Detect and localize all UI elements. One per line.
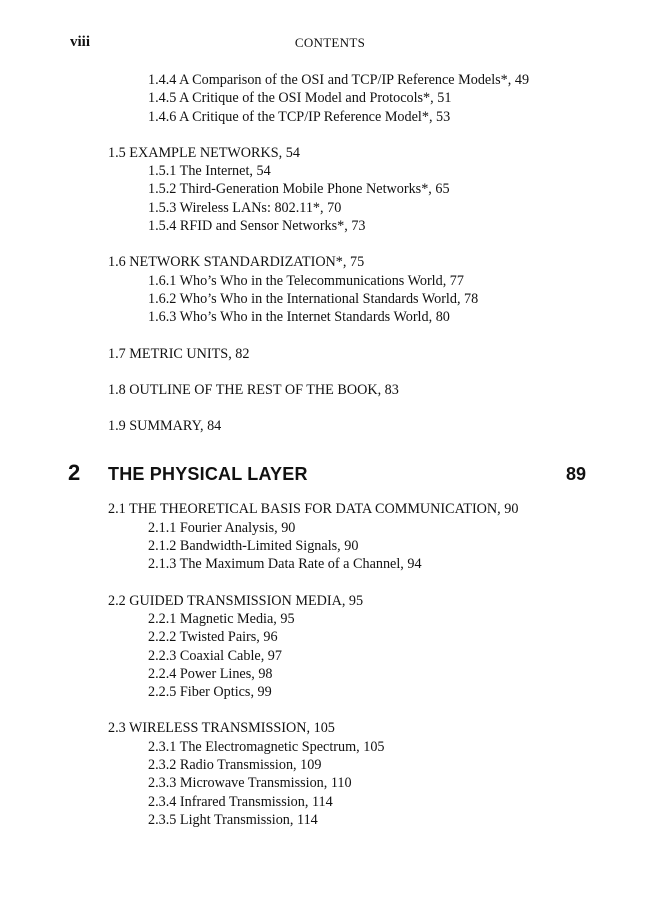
running-title: CONTENTS bbox=[294, 35, 366, 50]
toc-subsection-1-5-3: 1.5.3 Wireless LANs: 802.11*, 70 bbox=[148, 199, 342, 216]
chapter-number: 2 bbox=[68, 460, 81, 486]
chapter-title: THE PHYSICAL LAYER bbox=[108, 464, 308, 485]
toc-subsection-2-3-2: 2.3.2 Radio Transmission, 109 bbox=[148, 757, 322, 774]
toc-subsection-1-5-2: 1.5.2 Third-Generation Mobile Phone Networks*, 65 bbox=[148, 181, 450, 198]
toc-section-2-3: 2.3 WIRELESS TRANSMISSION, 105 bbox=[108, 720, 335, 737]
toc-section-1-8: 1.8 OUTLINE OF THE REST OF THE BOOK, 83 bbox=[108, 381, 399, 398]
page-number: viii bbox=[70, 34, 91, 50]
toc-section-1-6: 1.6 NETWORK STANDARDIZATION*, 75 bbox=[108, 254, 365, 271]
toc-section-2-2: 2.2 GUIDED TRANSMISSION MEDIA, 95 bbox=[108, 592, 364, 609]
toc-subsection-2-2-3: 2.2.3 Coaxial Cable, 97 bbox=[148, 647, 282, 664]
toc-subsection-2-2-5: 2.2.5 Fiber Optics, 99 bbox=[148, 684, 272, 701]
toc-subsection-2-2-2: 2.2.2 Twisted Pairs, 96 bbox=[148, 629, 278, 646]
toc-subsection-1-5-4: 1.5.4 RFID and Sensor Networks*, 73 bbox=[148, 218, 366, 235]
toc-section-1-7: 1.7 METRIC UNITS, 82 bbox=[108, 345, 250, 362]
toc-subsection-2-2-4: 2.2.4 Power Lines, 98 bbox=[148, 665, 273, 682]
toc-subsection-1-4-4: 1.4.4 A Comparison of the OSI and TCP/IP Reference Models*, 49 bbox=[148, 72, 530, 88]
toc-subsection-2-2-1: 2.2.1 Magnetic Media, 95 bbox=[148, 610, 295, 627]
running-head bbox=[70, 34, 590, 54]
toc-subsection-2-3-4: 2.3.4 Infrared Transmission, 114 bbox=[148, 793, 333, 810]
toc-section-1-9: 1.9 SUMMARY, 84 bbox=[108, 418, 222, 435]
chapter-heading bbox=[0, 456, 660, 490]
chapter-page: 89 bbox=[565, 464, 586, 485]
toc-subsection-2-3-5: 2.3.5 Light Transmission, 114 bbox=[148, 811, 318, 828]
toc-subsection-2-1-1: 2.1.1 Fourier Analysis, 90 bbox=[148, 519, 296, 536]
toc-subsection-2-3-3: 2.3.3 Microwave Transmission, 110 bbox=[148, 775, 352, 792]
toc-section-1-5: 1.5 EXAMPLE NETWORKS, 54 bbox=[108, 144, 300, 161]
toc-subsection-1-6-3: 1.6.3 Who’s Who in the Internet Standards World, 80 bbox=[148, 309, 450, 326]
toc-subsection-2-3-1: 2.3.1 The Electromagnetic Spectrum, 105 bbox=[148, 738, 385, 755]
table-of-contents bbox=[0, 71, 660, 829]
toc-section-2-1: 2.1 THE THEORETICAL BASIS FOR DATA COMMUNICATION, 90 bbox=[108, 501, 519, 518]
toc-subsection-1-4-6: 1.4.6 A Critique of the TCP/IP Reference Model*, 53 bbox=[148, 108, 451, 125]
toc-subsection-1-5-1: 1.5.1 The Internet, 54 bbox=[148, 163, 271, 180]
toc-subsection-2-1-2: 2.1.2 Bandwidth-Limited Signals, 90 bbox=[148, 538, 359, 555]
toc-subsection-1-6-1: 1.6.1 Who’s Who in the Telecommunications World, 77 bbox=[148, 272, 464, 289]
toc-subsection-1-4-5: 1.4.5 A Critique of the OSI Model and Protocols*, 51 bbox=[148, 90, 452, 107]
toc-subsection-1-6-2: 1.6.2 Who’s Who in the International Standards World, 78 bbox=[148, 290, 479, 307]
toc-subsection-2-1-3: 2.1.3 The Maximum Data Rate of a Channel, 94 bbox=[148, 556, 422, 573]
